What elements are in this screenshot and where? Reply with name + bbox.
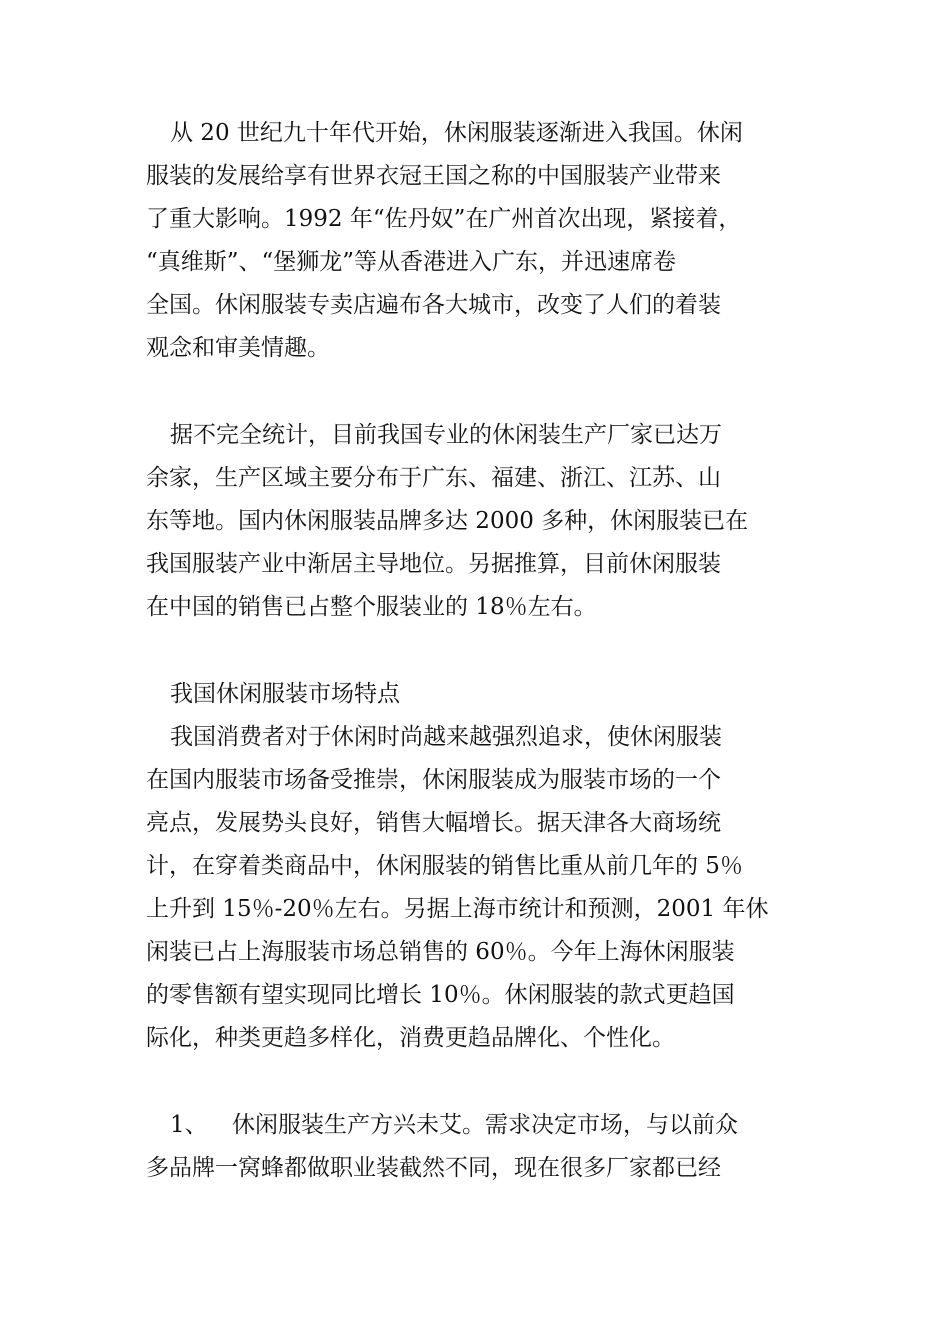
paragraph-statistics — [146, 414, 806, 629]
text-line: 的零售额有望实现同比增长 10％。休闲服装的款式更趋国 — [146, 982, 735, 1008]
text-line: 我国消费者对于休闲时尚越来越强烈追求，使休闲服装 — [170, 724, 722, 750]
text-line: 在中国的销售已占整个服装业的 18％左右。 — [146, 594, 597, 620]
text-line: 余家，生产区域主要分布于广东、福建、浙江、江苏、山 — [146, 465, 721, 491]
document-body — [146, 112, 806, 1190]
list-number: 1、 — [170, 1112, 208, 1138]
text-line: 上升到 15％-20％左右。另据上海市统计和预测，2001 年休 — [146, 896, 769, 922]
list-item — [146, 1104, 806, 1190]
text-line: 据不完全统计，目前我国专业的休闲装生产厂家已达万 — [170, 422, 722, 448]
text-line: 计，在穿着类商品中，休闲服装的销售比重从前几年的 5％ — [146, 853, 743, 879]
text-line: 我国服装产业中渐居主导地位。另据推算，目前休闲服装 — [146, 551, 721, 577]
text-line: 亮点，发展势头良好，销售大幅增长。据天津各大商场统 — [146, 810, 721, 836]
text-line: 东等地。国内休闲服装品牌多达 2000 多种，休闲服装已在 — [146, 508, 749, 534]
text-line: 全国。休闲服装专卖店遍布各大城市，改变了人们的着装 — [146, 292, 721, 318]
paragraph-spacer — [146, 1060, 806, 1104]
text-line: 从 20 世纪九十年代开始，休闲服装逐渐进入我国。休闲 — [170, 120, 743, 146]
section-heading: 我国休闲服装市场特点 — [170, 681, 400, 707]
text-line: 服装的发展给享有世界衣冠王国之称的中国服装产业带来 — [146, 163, 721, 189]
paragraph-spacer — [146, 629, 806, 673]
text-line: “真维斯”、“堡狮龙”等从香港进入广东，并迅速席卷 — [146, 249, 677, 275]
text-line: 在国内服装市场备受推崇，休闲服装成为服装市场的一个 — [146, 767, 721, 793]
text-line: 多品牌一窝蜂都做职业装截然不同，现在很多厂家都已经 — [146, 1155, 721, 1181]
list-item-text: 休闲服装生产方兴未艾。需求决定市场，与以前众 — [232, 1112, 738, 1138]
text-line: 际化，种类更趋多样化，消费更趋品牌化、个性化。 — [146, 1025, 675, 1051]
list-item-first-line — [146, 1104, 806, 1147]
text-line: 闲装已占上海服装市场总销售的 60％。今年上海休闲服装 — [146, 939, 735, 965]
paragraph-market-features — [146, 716, 806, 1060]
paragraph-intro — [146, 112, 806, 370]
text-line: 了重大影响。1992 年“佐丹奴”在广州首次出现，紧接着， — [146, 206, 742, 232]
paragraph-spacer — [146, 370, 806, 414]
text-line: 观念和审美情趣。 — [146, 335, 330, 361]
